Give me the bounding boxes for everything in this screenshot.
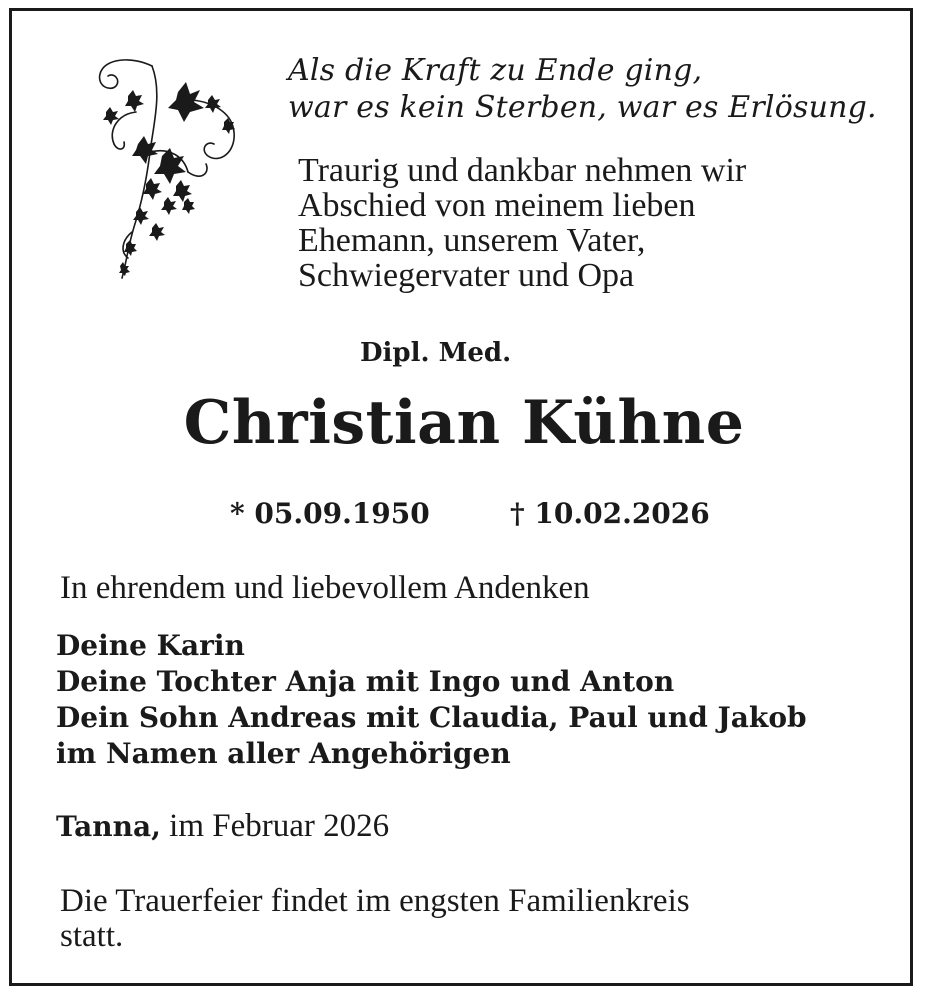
- family-line: im Namen aller Angehörigen: [56, 737, 511, 770]
- place-month: im Februar 2026: [169, 808, 390, 844]
- intro-line: Abschied von meinem lieben: [298, 187, 696, 224]
- funeral-line: Die Trauerfeier findet im engsten Familienkreis: [60, 883, 690, 919]
- quote-line: Als die Kraft zu Ende ging,: [288, 53, 703, 88]
- funeral-notice: [60, 884, 690, 954]
- intro-line: Ehemann, unserem Vater,: [298, 222, 646, 259]
- deceased-name: Christian Kühne: [183, 388, 745, 458]
- intro-line: Schwiegervater und Opa: [298, 257, 635, 294]
- place-date: [56, 808, 389, 845]
- quote-line: war es kein Sterben, war es Erlösung.: [288, 90, 877, 125]
- death-date: † 10.02.2026: [510, 497, 710, 530]
- family-line: Deine Karin: [56, 629, 245, 662]
- family-line: Deine Tochter Anja mit Ingo und Anton: [56, 665, 675, 698]
- family-line: Dein Sohn Andreas mit Claudia, Paul und Jakob: [56, 701, 807, 734]
- place-town: Tanna,: [56, 810, 161, 843]
- intro-text: [298, 153, 746, 293]
- birth-date: * 05.09.1950: [230, 497, 430, 530]
- quote: [288, 52, 877, 126]
- academic-title: Dipl. Med.: [360, 338, 512, 368]
- ivy-vine-icon: [92, 52, 242, 284]
- intro-line: Traurig und dankbar nehmen wir: [298, 152, 747, 189]
- funeral-line: statt.: [60, 918, 124, 954]
- family-list: [56, 628, 807, 772]
- memory-text: In ehrendem und liebevollem Andenken: [60, 570, 590, 606]
